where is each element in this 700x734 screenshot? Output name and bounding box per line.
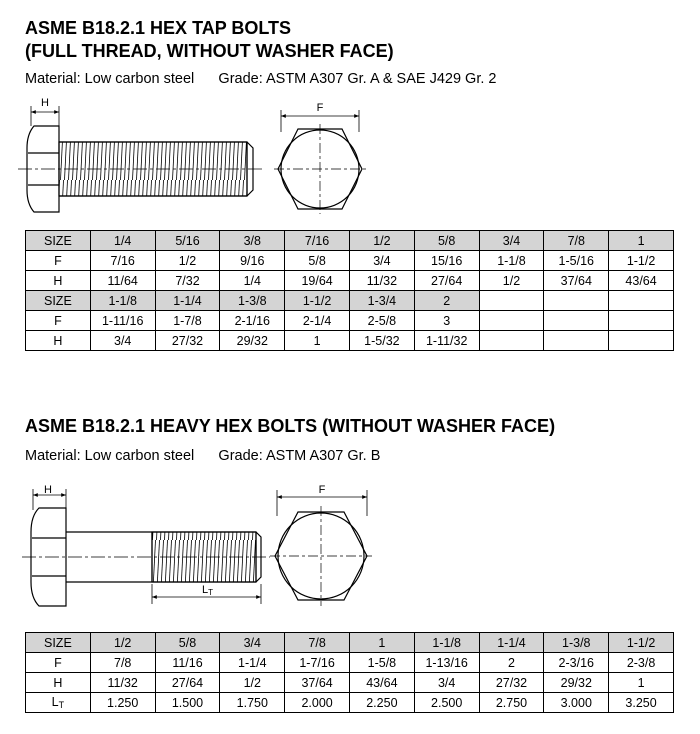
section1-title-line2: (FULL THREAD, WITHOUT WASHER FACE)	[25, 41, 394, 61]
empty-cell	[609, 311, 674, 331]
table-row-lt	[26, 693, 674, 713]
section2-material: Material: Low carbon steel	[25, 448, 195, 464]
size-cell: 3/4	[220, 633, 285, 653]
table-cell: 1-5/32	[349, 331, 414, 351]
table-cell: 1-1/4	[220, 653, 285, 673]
table-cell: 3/4	[90, 331, 155, 351]
table-cell: 1.500	[155, 693, 220, 713]
table-row-size	[26, 291, 674, 311]
table-cell: 2-5/8	[349, 311, 414, 331]
table-cell: 43/64	[609, 271, 674, 291]
table-row-h	[26, 271, 674, 291]
row-label: H	[26, 271, 91, 291]
table-cell: 29/32	[544, 673, 609, 693]
table-cell: 7/8	[90, 653, 155, 673]
table-cell: 27/32	[155, 331, 220, 351]
table-cell: 1	[609, 673, 674, 693]
table-cell: 2-1/16	[220, 311, 285, 331]
table-cell: 1-1/2	[609, 251, 674, 271]
row-label: F	[26, 653, 91, 673]
table-cell: 1-7/8	[155, 311, 220, 331]
size-cell: 3/8	[220, 231, 285, 251]
section1-material: Material: Low carbon steel	[25, 71, 195, 87]
table-cell: 1/4	[220, 271, 285, 291]
table-cell: 11/64	[90, 271, 155, 291]
table-cell: 3	[414, 311, 479, 331]
table-cell: 11/32	[90, 673, 155, 693]
table-cell: 2.500	[414, 693, 479, 713]
table-row-f	[26, 653, 674, 673]
table-row-f	[26, 311, 674, 331]
section1-grade: Grade: ASTM A307 Gr. A & SAE J429 Gr. 2	[218, 71, 497, 87]
table-cell: 1-11/32	[414, 331, 479, 351]
table-cell: 27/64	[414, 271, 479, 291]
table-row-h	[26, 673, 674, 693]
size-cell: 1-3/8	[220, 291, 285, 311]
size-cell: 1/2	[90, 633, 155, 653]
table-cell: 11/32	[349, 271, 414, 291]
size-cell: 5/16	[155, 231, 220, 251]
table-cell: 2.250	[349, 693, 414, 713]
empty-cell	[609, 331, 674, 351]
table-cell: 1-5/16	[544, 251, 609, 271]
row-label: H	[26, 673, 91, 693]
table-cell: 3.250	[609, 693, 674, 713]
table-cell: 1/2	[155, 251, 220, 271]
empty-cell	[479, 331, 544, 351]
size-cell: 1-1/4	[155, 291, 220, 311]
table-cell: 29/32	[220, 331, 285, 351]
tap-bolt-h-label: H	[41, 97, 49, 109]
table-cell: 9/16	[220, 251, 285, 271]
size-cell: 7/16	[285, 231, 350, 251]
table-cell: 1-7/16	[285, 653, 350, 673]
table-cell: 27/64	[155, 673, 220, 693]
empty-cell	[609, 291, 674, 311]
heavy-bolt-lt-label: LT	[202, 584, 214, 597]
section2-material-line	[25, 448, 380, 464]
table-row-size	[26, 633, 674, 653]
table-cell: 1-11/16	[90, 311, 155, 331]
table-cell: 1.750	[220, 693, 285, 713]
table-cell: 3/4	[349, 251, 414, 271]
table-cell: 2-3/16	[544, 653, 609, 673]
table-cell: 7/32	[155, 271, 220, 291]
size-cell: 1-1/2	[285, 291, 350, 311]
table-cell: 2.750	[479, 693, 544, 713]
table-cell: 1-5/8	[349, 653, 414, 673]
empty-cell	[544, 291, 609, 311]
table-cell: 2	[479, 653, 544, 673]
table-cell: 15/16	[414, 251, 479, 271]
table-cell: 27/32	[479, 673, 544, 693]
table-cell: 3/4	[414, 673, 479, 693]
size-header: SIZE	[26, 231, 91, 251]
size-cell: 7/8	[544, 231, 609, 251]
table-cell: 37/64	[285, 673, 350, 693]
section2-grade: Grade: ASTM A307 Gr. B	[218, 448, 381, 464]
heavy-bolt-dimension-table	[25, 632, 674, 713]
row-label: $L_T$	[26, 693, 91, 713]
table-cell: 1-13/16	[414, 653, 479, 673]
size-cell: 1	[609, 231, 674, 251]
table-cell: 7/16	[90, 251, 155, 271]
tap-bolt-dimension-table	[25, 230, 674, 351]
row-label: F	[26, 251, 91, 271]
table-cell: 1/2	[220, 673, 285, 693]
tap-bolt-end-view	[274, 110, 366, 214]
size-cell: 1-1/2	[609, 633, 674, 653]
empty-cell	[479, 311, 544, 331]
size-cell: 5/8	[155, 633, 220, 653]
table-cell: 2.000	[285, 693, 350, 713]
size-header: SIZE	[26, 291, 91, 311]
heavy-bolt-f-label: F	[318, 484, 326, 496]
table-cell: 1	[285, 331, 350, 351]
table-cell: 43/64	[349, 673, 414, 693]
section2-title: ASME B18.2.1 HEAVY HEX BOLTS (WITHOUT WASHER FACE)	[25, 416, 556, 436]
empty-cell	[479, 291, 544, 311]
size-cell: 1-1/4	[479, 633, 544, 653]
table-cell: 19/64	[285, 271, 350, 291]
section1-title-line1: ASME B18.2.1 HEX TAP BOLTS	[25, 18, 292, 38]
row-label: H	[26, 331, 91, 351]
table-cell: 11/16	[155, 653, 220, 673]
table-cell: 1-1/8	[479, 251, 544, 271]
table-cell: 2-1/4	[285, 311, 350, 331]
tap-bolt-side-view	[18, 106, 262, 212]
size-cell: 1	[349, 633, 414, 653]
table-cell: 1.250	[90, 693, 155, 713]
heavy-bolt-end-view	[270, 490, 372, 606]
table-row-h	[26, 331, 674, 351]
table-row-f	[26, 251, 674, 271]
size-header: SIZE	[26, 633, 91, 653]
size-cell: 1-1/8	[414, 633, 479, 653]
size-cell: 1-3/8	[544, 633, 609, 653]
table-cell: 2-3/8	[609, 653, 674, 673]
table-cell: 37/64	[544, 271, 609, 291]
size-cell: 1/2	[349, 231, 414, 251]
empty-cell	[544, 311, 609, 331]
empty-cell	[544, 331, 609, 351]
table-row-size	[26, 231, 674, 251]
size-cell: 1-1/8	[90, 291, 155, 311]
row-label: F	[26, 311, 91, 331]
tap-bolt-f-label: F	[316, 102, 324, 114]
size-cell: 5/8	[414, 231, 479, 251]
heavy-bolt-h-label: H	[44, 484, 52, 496]
table-cell: 1/2	[479, 271, 544, 291]
table-cell: 3.000	[544, 693, 609, 713]
size-cell: 7/8	[285, 633, 350, 653]
size-cell: 3/4	[479, 231, 544, 251]
heavy-bolt-side-view	[22, 489, 270, 606]
table-cell: 5/8	[285, 251, 350, 271]
size-cell: 1-3/4	[349, 291, 414, 311]
size-cell: 2	[414, 291, 479, 311]
size-cell: 1/4	[90, 231, 155, 251]
